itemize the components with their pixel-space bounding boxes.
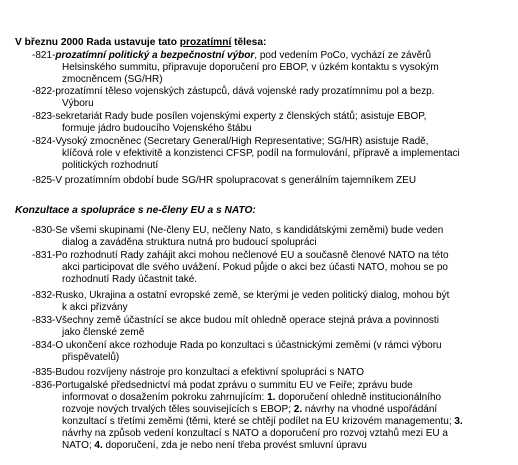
section2-item [32, 225, 502, 249]
text-line [32, 160, 502, 172]
text-run: , pod vedením PoCo, vychází ze závěrů [254, 50, 432, 61]
section-heading-interim-bodies [15, 37, 266, 49]
section2-item [32, 250, 502, 286]
text-line [32, 237, 502, 249]
text-line [32, 380, 502, 392]
emphasis-run: 1. [267, 392, 276, 403]
text-run: dialog a zaváděna struktura nutná pro budoucí spolupráci [62, 237, 317, 248]
text-line [32, 315, 502, 327]
text-run: -835-Budou rozvíjeny nástroje pro konzultaci a efektivní spolupráci s NATO [32, 367, 365, 378]
emphasis-run: 2. [293, 404, 303, 415]
text-run: politických rozhodnutí [62, 160, 159, 171]
text-line [32, 111, 502, 123]
text-run: Výboru [62, 98, 94, 109]
text-line [32, 74, 502, 86]
section1-item [32, 111, 502, 135]
text-run: -821- [32, 50, 56, 61]
heading-suffix: tělesa: [231, 37, 267, 48]
text-run: -834-O ukončení akce rozhoduje Rada po konzultaci s účastnickými zeměmi (v rámci výboru [32, 340, 442, 351]
text-line [32, 340, 502, 352]
text-line [32, 416, 502, 428]
text-run: -824-Vysoký zmocněnec (Secretary General/High Representative; SG/HR) asistuje Radě, [32, 136, 429, 147]
text-run: NATO; [62, 440, 95, 451]
emphasis-run: 3. [454, 416, 463, 427]
text-line [32, 352, 502, 364]
text-line [32, 123, 502, 135]
section1-item [32, 86, 502, 110]
text-run: návrhy na vhodné uspořádání [302, 404, 438, 415]
text-run: k akci přizvány [62, 302, 128, 313]
section2-item [32, 340, 502, 364]
text-line [32, 98, 502, 110]
text-run: konzultací s třetími zeměmi (těmi, které se chtějí podílet na EU krizovém managementu; [62, 416, 455, 427]
text-run: přispěvatelů) [62, 352, 120, 363]
text-run: -831-Po rozhodnutí Rady zahájit akci mohou nečlenové EU a současně členové NATO na této [32, 250, 449, 261]
heading-underlined-word: prozatímní [179, 37, 232, 48]
text-line [32, 175, 502, 187]
section2-item [32, 290, 502, 314]
text-run: zmocněncem (SG/HR) [62, 74, 163, 85]
text-line [32, 262, 502, 274]
section2-item [32, 315, 502, 339]
text-run: -832-Rusko, Ukrajina a ostatní evropské země, se kterými je veden politický dialog, mohou být [32, 290, 450, 301]
text-run: doporučení, zda je nebo není třeba provést smluvní úpravu [102, 440, 367, 451]
text-line [32, 392, 502, 404]
text-run: -830-Se všemi skupinami (Ne-členy EU, nečleny Nato, s kandidátskými zeměmi) bude veden [32, 225, 444, 236]
emphasis-run: prozatímní politický a bezpečnostní výbor [55, 50, 255, 61]
text-line [32, 148, 502, 160]
text-run: -823-sekretariát Rady bude posílen vojenskými experty z členských států; asistuje EBOP, [32, 111, 427, 122]
text-line [32, 86, 502, 98]
text-line [32, 440, 502, 452]
text-line [32, 404, 502, 416]
text-run: návrhy na způsob vedení konzultací s NATO a doporučení pro rozvoj vztahů mezi EU a [62, 428, 448, 439]
text-line [32, 367, 502, 379]
text-run: Helsinského summitu, připravuje doporučení pro EBOP, v úzkém kontaktu s vysokým [62, 62, 439, 73]
text-run: -825-V prozatímním období bude SG/HR spolupracovat s generálním tajemníkem ZEU [32, 175, 417, 186]
text-line [32, 290, 502, 302]
section-heading-consultation: Konzultace a spolupráce s ne-členy EU a s NATO: [15, 205, 256, 216]
text-run: jako členské země [62, 327, 145, 338]
text-run: -833-Všechny země účastnící se akce budou mít ohledně operace stejná práva a povinnosti [32, 315, 439, 326]
text-line [32, 250, 502, 262]
text-run: informovat o dosažením pokroku zahrnujícím: [62, 392, 268, 403]
text-line [32, 62, 502, 74]
text-line [32, 274, 502, 286]
heading-prefix: V březnu 2000 Rada ustavuje tato [15, 37, 180, 48]
text-run: klíčová role v efektivitě a konzistenci CFSP, podíl na formulování, přípravě a implementaci [62, 148, 460, 159]
text-line [32, 50, 502, 62]
emphasis-run: 4. [94, 440, 103, 451]
text-run: doporučení ohledně institucionálního [275, 392, 442, 403]
text-run: -822-prozatímní těleso vojenských zástupců, dává vojenské rady prozatímnímu pol a bezp. [32, 86, 435, 97]
text-line [32, 225, 502, 237]
text-line [32, 327, 502, 339]
text-run: formuje jádro budoucího Vojenského štábu [62, 123, 252, 134]
text-run: rozvoje nových trvalých těles souvisejících s EBOP; [62, 404, 294, 415]
text-line [32, 428, 502, 440]
section1-item [32, 136, 502, 172]
text-run: -836-Portugalské předsednictví má podat zprávu o summitu EU ve Feiře; zprávu bude [32, 380, 413, 391]
text-line [32, 136, 502, 148]
section2-item [32, 367, 502, 379]
text-run: rozhodnutí Rady účastnit také. [62, 274, 198, 285]
section1-item [32, 50, 502, 86]
text-line [32, 302, 502, 314]
section2-item [32, 380, 502, 452]
section1-item [32, 175, 502, 187]
text-run: akci participovat dle svého uvážení. Pokud půjde o akci bez účasti NATO, mohou se po [62, 262, 448, 273]
